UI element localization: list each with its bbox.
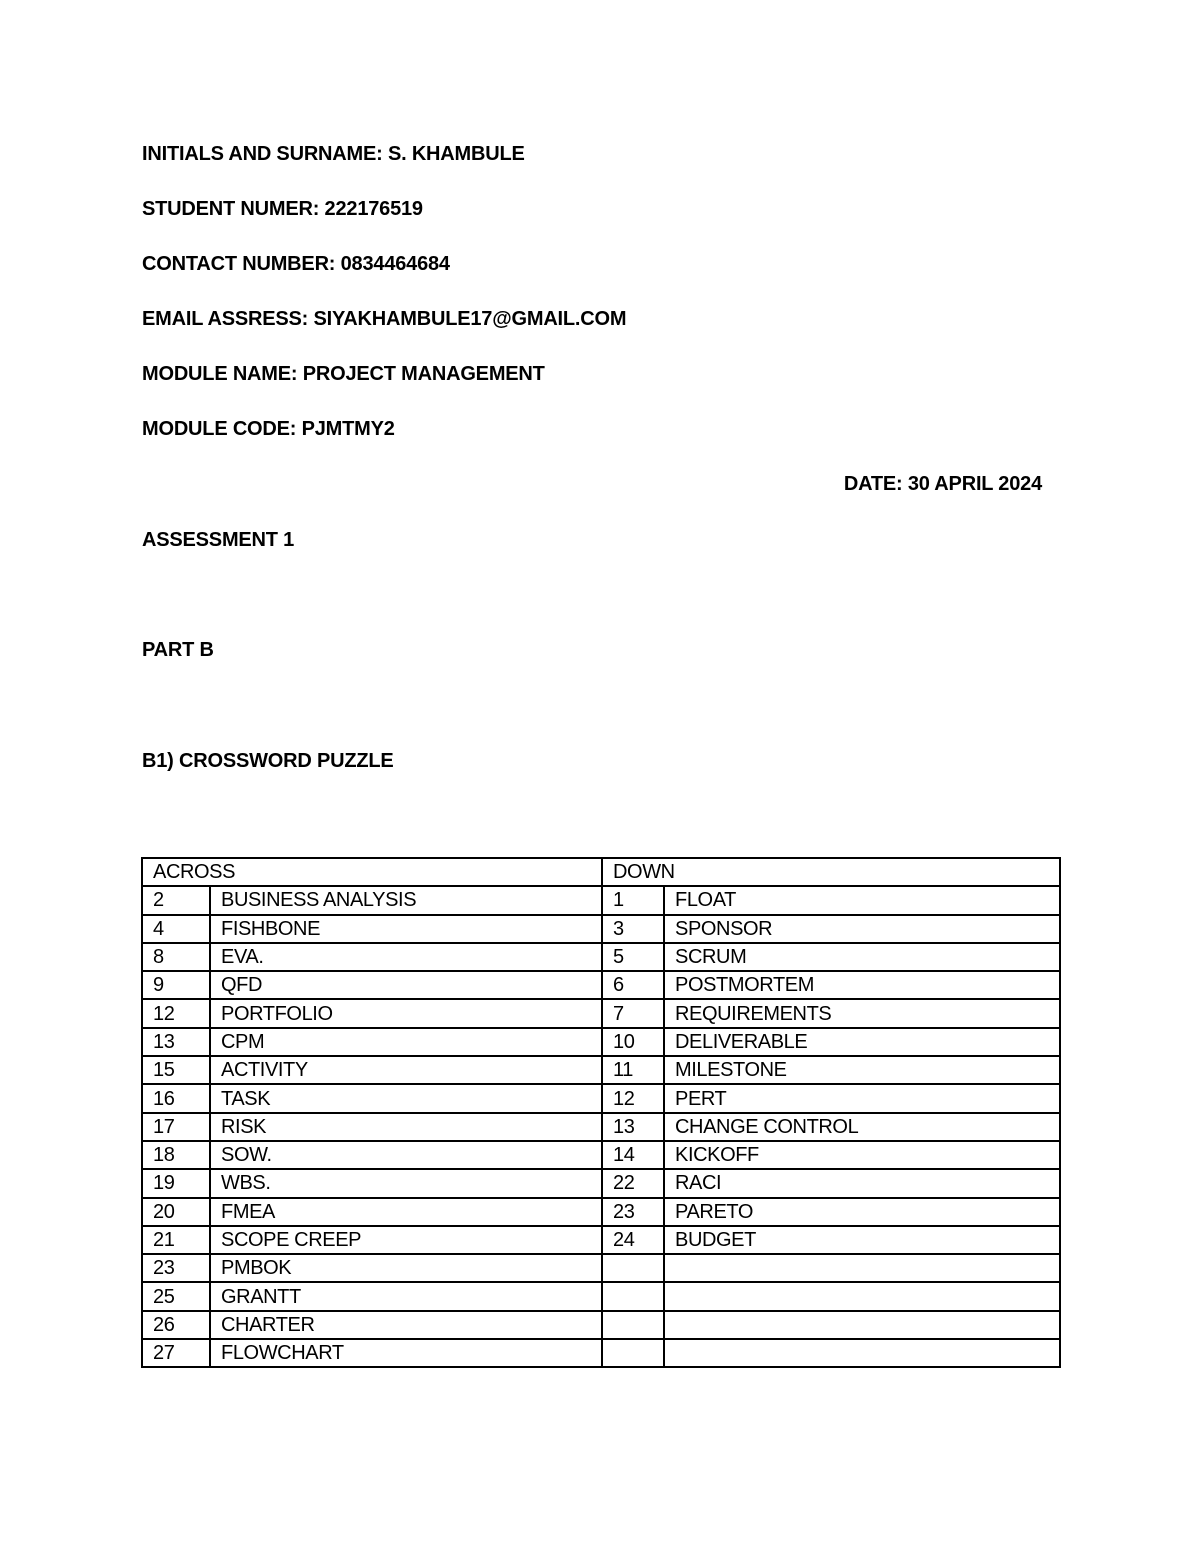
across-answer-cell: FMEA (210, 1198, 602, 1226)
down-answer-cell: MILESTONE (664, 1056, 1060, 1084)
across-number-cell: 9 (142, 971, 210, 999)
down-number-cell (602, 1311, 664, 1339)
down-answer-cell: PERT (664, 1084, 1060, 1112)
down-number-cell (602, 1254, 664, 1282)
student-name: INITIALS AND SURNAME: S. KHAMBULE (142, 143, 525, 165)
across-answer-cell: CHARTER (210, 1311, 602, 1339)
table-row (142, 886, 1060, 914)
across-number-cell: 13 (142, 1028, 210, 1056)
across-answer-cell: SOW. (210, 1141, 602, 1169)
across-number-cell: 20 (142, 1198, 210, 1226)
down-answer-cell: BUDGET (664, 1226, 1060, 1254)
across-number-cell: 2 (142, 886, 210, 914)
across-number-cell: 16 (142, 1084, 210, 1112)
down-number-cell: 12 (602, 1084, 664, 1112)
down-number-cell: 1 (602, 886, 664, 914)
down-number-cell: 3 (602, 915, 664, 943)
down-number-cell: 22 (602, 1169, 664, 1197)
down-answer-cell: SCRUM (664, 943, 1060, 971)
table-row (142, 971, 1060, 999)
part-heading: PART B (142, 639, 214, 661)
down-answer-cell: CHANGE CONTROL (664, 1113, 1060, 1141)
across-number-cell: 15 (142, 1056, 210, 1084)
down-header: DOWN (602, 858, 1060, 886)
table-row (142, 1339, 1060, 1367)
down-number-cell (602, 1282, 664, 1310)
across-number-cell: 21 (142, 1226, 210, 1254)
module-code: MODULE CODE: PJMTMY2 (142, 418, 395, 440)
table-row (142, 1028, 1060, 1056)
down-answer-cell: KICKOFF (664, 1141, 1060, 1169)
table-row (142, 1311, 1060, 1339)
down-answer-cell: POSTMORTEM (664, 971, 1060, 999)
across-number-cell: 26 (142, 1311, 210, 1339)
down-number-cell: 14 (602, 1141, 664, 1169)
down-answer-cell: FLOAT (664, 886, 1060, 914)
submission-date: DATE: 30 APRIL 2024 (843, 473, 1042, 495)
across-number-cell: 17 (142, 1113, 210, 1141)
section-heading: B1) CROSSWORD PUZZLE (142, 750, 394, 772)
down-number-cell (602, 1339, 664, 1367)
table-row (142, 915, 1060, 943)
down-answer-cell (664, 1254, 1060, 1282)
across-header: ACROSS (142, 858, 602, 886)
across-answer-cell: GRANTT (210, 1282, 602, 1310)
student-number: STUDENT NUMER: 222176519 (142, 198, 423, 220)
across-answer-cell: PMBOK (210, 1254, 602, 1282)
table-row (142, 1056, 1060, 1084)
down-number-cell: 7 (602, 999, 664, 1027)
table-row (142, 1254, 1060, 1282)
across-answer-cell: WBS. (210, 1169, 602, 1197)
across-answer-cell: RISK (210, 1113, 602, 1141)
down-number-cell: 6 (602, 971, 664, 999)
across-answer-cell: PORTFOLIO (210, 999, 602, 1027)
across-answer-cell: CPM (210, 1028, 602, 1056)
across-answer-cell: FLOWCHART (210, 1339, 602, 1367)
table-row (142, 943, 1060, 971)
across-number-cell: 4 (142, 915, 210, 943)
across-answer-cell: SCOPE CREEP (210, 1226, 602, 1254)
across-answer-cell: QFD (210, 971, 602, 999)
across-number-cell: 25 (142, 1282, 210, 1310)
across-answer-cell: EVA. (210, 943, 602, 971)
down-number-cell: 5 (602, 943, 664, 971)
table-row (142, 1113, 1060, 1141)
table-row (142, 1141, 1060, 1169)
table-row (142, 1169, 1060, 1197)
table-row (142, 1282, 1060, 1310)
assessment-title: ASSESSMENT 1 (142, 529, 295, 551)
email-address: EMAIL ASSRESS: SIYAKHAMBULE17@GMAIL.COM (142, 308, 627, 330)
down-number-cell: 23 (602, 1198, 664, 1226)
down-number-cell: 10 (602, 1028, 664, 1056)
across-number-cell: 12 (142, 999, 210, 1027)
down-answer-cell (664, 1311, 1060, 1339)
across-answer-cell: FISHBONE (210, 915, 602, 943)
table-row (142, 1084, 1060, 1112)
across-number-cell: 8 (142, 943, 210, 971)
table-row (142, 1226, 1060, 1254)
down-answer-cell: REQUIREMENTS (664, 999, 1060, 1027)
table-header-row (142, 858, 1060, 886)
module-name: MODULE NAME: PROJECT MANAGEMENT (142, 363, 545, 385)
down-answer-cell: RACI (664, 1169, 1060, 1197)
down-answer-cell (664, 1282, 1060, 1310)
crossword-answers-table (141, 857, 1061, 1368)
down-answer-cell: SPONSOR (664, 915, 1060, 943)
table-row (142, 999, 1060, 1027)
across-number-cell: 23 (142, 1254, 210, 1282)
across-answer-cell: ACTIVITY (210, 1056, 602, 1084)
across-number-cell: 19 (142, 1169, 210, 1197)
down-answer-cell: DELIVERABLE (664, 1028, 1060, 1056)
down-answer-cell: PARETO (664, 1198, 1060, 1226)
down-number-cell: 11 (602, 1056, 664, 1084)
across-number-cell: 27 (142, 1339, 210, 1367)
down-answer-cell (664, 1339, 1060, 1367)
across-answer-cell: BUSINESS ANALYSIS (210, 886, 602, 914)
down-number-cell: 13 (602, 1113, 664, 1141)
down-number-cell: 24 (602, 1226, 664, 1254)
across-answer-cell: TASK (210, 1084, 602, 1112)
table-row (142, 1198, 1060, 1226)
across-number-cell: 18 (142, 1141, 210, 1169)
contact-number: CONTACT NUMBER: 0834464684 (142, 253, 450, 275)
